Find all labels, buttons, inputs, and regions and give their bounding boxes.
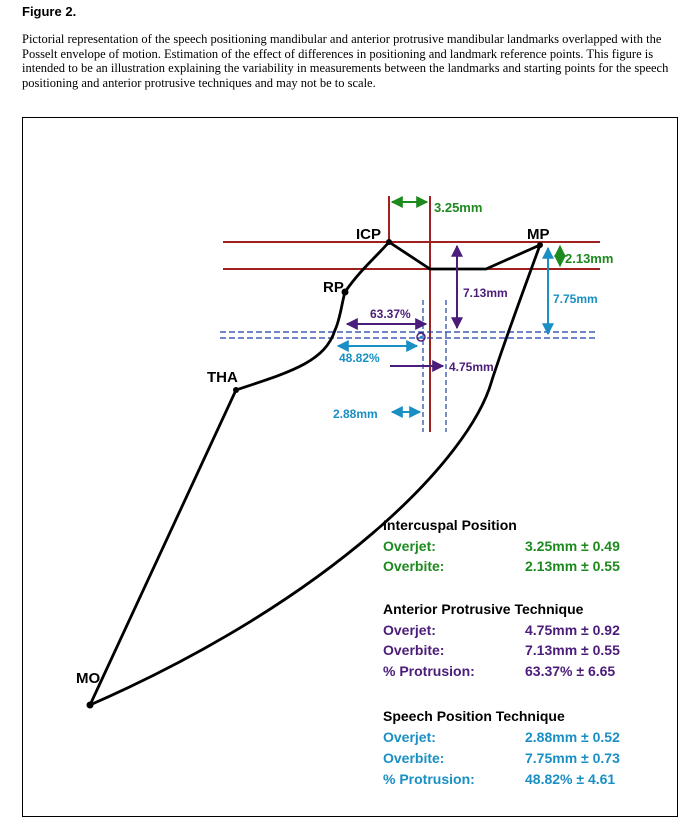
sp-protrusion-label: 48.82% — [339, 351, 380, 365]
legend-ap-protrusion-label: % Protrusion: — [383, 663, 475, 679]
legend-ap-heading: Anterior Protrusive Technique — [383, 601, 584, 617]
legend-icp-overbite-label: Overbite: — [383, 558, 445, 574]
legend-sp-overjet-value: 2.88mm ± 0.52 — [525, 729, 620, 745]
posselt-envelope-path — [90, 242, 540, 705]
mo-point — [87, 702, 94, 709]
target-point-center — [420, 336, 423, 339]
ap-protrusion-label: 63.37% — [370, 307, 411, 321]
legend-sp-overbite-label: Overbite: — [383, 750, 445, 766]
tha-label: THA — [207, 369, 238, 386]
icp-overbite-label: 2.13mm — [565, 251, 614, 266]
sp-overbite-label: 7.75mm — [553, 292, 598, 306]
sp-overjet-label: 2.88mm — [333, 407, 378, 421]
ap-overbite-label: 7.13mm — [463, 286, 508, 300]
legend-icp-heading: Intercuspal Position — [383, 517, 517, 533]
legend-icp-overjet-value: 3.25mm ± 0.49 — [525, 538, 620, 554]
icp-label: ICP — [356, 226, 382, 243]
mo-label: MO — [76, 670, 101, 687]
legend-ap-overbite-label: Overbite: — [383, 642, 445, 658]
legend-ap-protrusion-value: 63.37% ± 6.65 — [525, 663, 616, 679]
mp-label: MP — [527, 226, 550, 243]
legend-icp-overjet-label: Overjet: — [383, 538, 436, 554]
rp-label: RP — [323, 279, 344, 296]
legend-ap-overjet-value: 4.75mm ± 0.92 — [525, 622, 620, 638]
legend-sp-heading: Speech Position Technique — [383, 708, 565, 724]
legend-sp-protrusion-label: % Protrusion: — [383, 771, 475, 787]
legend-icp-overbite-value: 2.13mm ± 0.55 — [525, 558, 620, 574]
icp-point — [386, 239, 392, 245]
tha-point — [233, 387, 239, 393]
figure-title: Figure 2. — [22, 4, 77, 19]
legend-sp-protrusion-value: 48.82% ± 4.61 — [525, 771, 616, 787]
figure-caption: Pictorial representation of the speech positioning mandibular and anterior protrusive mandibular landmarks overlapped with the Posselt envelope of motion. Estimation of the effect of differences in positioning and landmark reference points. This figure is intended to be an illustration explaining the variability in measurements between the landmarks and starting points for the speech positioning and anterior protrusive techniques and may not be to scale. — [22, 32, 669, 90]
legend-ap-overjet-label: Overjet: — [383, 622, 436, 638]
legend-sp-overbite-value: 7.75mm ± 0.73 — [525, 750, 620, 766]
legend-ap-overbite-value: 7.13mm ± 0.55 — [525, 642, 620, 658]
legend-sp-overjet-label: Overjet: — [383, 729, 436, 745]
ap-overjet-label: 4.75mm — [449, 360, 494, 374]
icp-overjet-label: 3.25mm — [434, 200, 483, 215]
